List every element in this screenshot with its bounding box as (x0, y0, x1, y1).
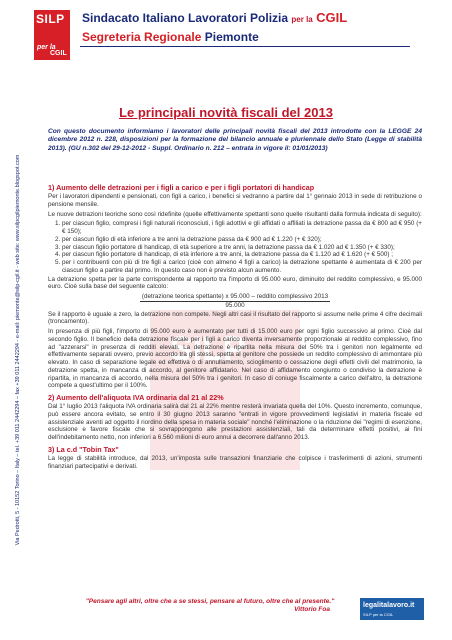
contact-sidebar: Via Pedrotti, 5 - 10152 Torino – Italy – tel. +39 011 2442294 – fax +39 011 2442294 - e-mail: piemonte@silp-cgil.it - web site: www.silpcgilpiemonte.blogspot.com (15, 154, 21, 546)
formula (48, 293, 422, 310)
document-body (48, 180, 422, 580)
union-name: Sindacato Italiano Lavoratori Polizia per la CGIL (82, 10, 348, 25)
footer-quote: "Pensare agli altri, oltre che a se stessi, pensare al futuro, oltre che al presente." Vittorio Foa (60, 598, 360, 614)
section-2-paragraph: Dal 1° luglio 2013 l'aliquota IVA ordinaria salirà dal 21 al 22% mentre resterà invariata quella del 10%. Questo incremento, comunque, può essere ancora evitato, se entro il 30 giugno 2013 saranno "entrati in vigore provvedimenti legislativi in materia fiscale ed assistenziale aventi ad oggetto il riordino della spesa in materia sociale" nonché l'eliminazione o la riduzione dei "regimi di esenzione, esclusione e favore fiscale che si sovrappongono alle prestazioni assistenziali, tali da determinare effetti positivi, ai fini dell'indebitamento netto, non inferiori a 6.560 milioni di euro annui a decorrere dall'anno 2013. (48, 403, 422, 441)
list-item: 5. per i contribuenti con più di tre figli a carico (cioè con almeno 4 figli a carico) la detrazione spettante è aumentata di € 200 per ciascun figlio a partire dal primo. In questo caso non è previsto alcun aumento. (62, 259, 422, 275)
section-1-heading: 1) Aumento delle detrazioni per i figli a carico e per i figli portatori di handicap (48, 183, 315, 192)
section-2-heading: 2) Aumento dell'aliquota IVA ordinaria dal 21 al 22% (48, 393, 224, 402)
silp-cgil-logo (34, 10, 70, 60)
intro-paragraph: Con questo documento informiamo i lavoratori delle principali novità fiscali del 2013 introdotte con la LEGGE 24 dicembre 2012 n. 228, disposizioni per la formazione del bilancio annuale e pluriennale dello Stato (Legge di stabilità 2013). (GU n.302 del 29-12-2012 - Suppl. Ordinario n. 212 – entrata in vigore il: 01/01/2013) (48, 128, 422, 152)
list-item: 4. per ciascun figlio portatore di handicap, di età inferiore a tre anni, la detrazione passa da € 1.120 ad € 1.620 (+ € 500) ; (62, 251, 422, 259)
legalitalavoro-logo: legalitalavoro.it SILP per la CGIL (360, 598, 424, 620)
section-3-heading: 3) La c.d "Tobin Tax" (48, 444, 119, 454)
page-title: Le principali novità fiscali del 2013 (119, 105, 333, 120)
watermark-logo: SILP (150, 310, 300, 470)
section-1-paragraph: Se il rapporto è uguale a zero, la detrazione non compete. Negli altri casi il risultato del rapporto si assume nelle prime 4 cifre decimali (troncamento). (48, 310, 422, 326)
section-1-paragraph: In presenza di più figli, l'importo di 95.000 euro è aumentato per tutti di 15.000 euro per ogni figlio successivo al primo. Cioè dal secondo figlio. Il beneficio della detrazione fiscale per i figli a carico diventa inversamente proporzionale al reddito complessivo, fino ad "azzerarsi" in presenza di redditi elevati. La detrazione è ripartita nella misura del 50% tra i genitori non legalmente ed effettivamente separati ovvero, previo accordo tra gli stessi, spetta al genitore che possiede un reddito complessivo di ammontare più elevato. In caso di separazione legale ed effettiva o di annullamento, scioglimento o cessazione degli effetti civili del matrimonio, la detrazione spetta, in mancanza di accordo, al genitore affidatario. Nel caso di affidamento congiunto o condiviso la detrazione è ripartita, in mancanza di accordo, nella misura del 50% tra i genitori. In caso di coniuge fiscalmente a carico dell'altro, la detrazione compete a quest'ultimo per il 100%. (48, 328, 422, 390)
list-item: 2. per ciascun figlio di età inferiore a tre anni la detrazione passa da € 900 ad € 1.220 (+ € 320); (62, 236, 422, 244)
quote-author: Vittorio Foa (294, 606, 330, 613)
list-item: 3. per ciascun figlio portatore di handicap, di età superiore a tre anni, la detrazione passa da € 1.020 ad € 1.350 (+ € 330); (62, 244, 422, 252)
regional-secretariat: Segreteria Regionale Piemonte (82, 30, 259, 44)
logo-top-text: SILP (36, 12, 65, 26)
header-divider (80, 46, 410, 47)
section-3-paragraph: La legge di stabilità introduce, dal 2013, un'imposta sulle transazioni finanziarie che colpisce i trasferimenti di azioni, strumenti finanziari partecipativi e derivati. (48, 454, 422, 470)
formula-numerator: (detrazione teorica spettante) x 95.000 – reddito complessivo 2013 (141, 293, 329, 300)
list-item: 1. per ciascun figlio, compresi i figli naturali riconosciuti, i figli adottivi e gli affidati o affiliati la detrazione passa da € 800 ad € 950 (+ € 150); (62, 220, 422, 236)
section-1-paragraph: La detrazione spetta per la parte corrispondente al rapporto tra l'importo di 95.000 euro, diminuito del reddito complessivo, e 95.000 euro. Cioè sulla base del seguente calcolo: (48, 275, 422, 291)
formula-denominator: 95.000 (225, 301, 245, 309)
logo-bottom-text: CGIL (50, 50, 67, 57)
deduction-list (48, 220, 422, 274)
section-1-paragraph: Per i lavoratori dipendenti e pensionati, con figli a carico, i benefici si vedranno a partire dal 1° gennaio 2013 in sede di retribuzione o pensione mensile. (48, 193, 422, 208)
section-1-paragraph: Le nuove detrazioni teoriche sono così ridefinite (quelle effettivamente spettanti sono quelle risultanti dalla formula indicata di seguito): (48, 210, 422, 218)
logo-mid-text: per la (37, 44, 56, 51)
